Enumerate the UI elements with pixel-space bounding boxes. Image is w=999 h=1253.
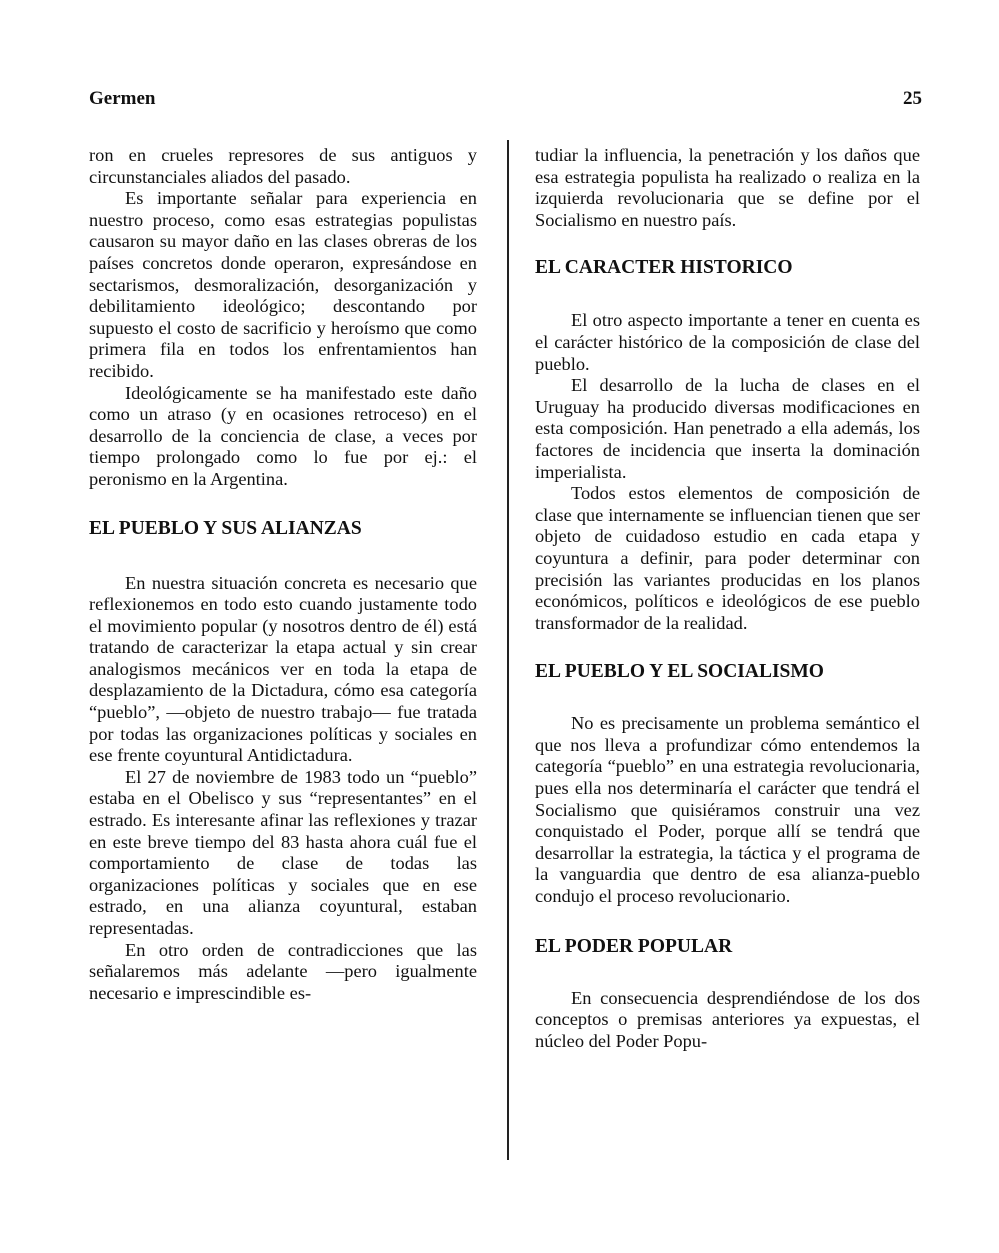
running-title: Germen <box>89 88 156 109</box>
running-header <box>89 88 922 110</box>
paragraph: El otro aspecto importante a tener en cuenta es el carácter histórico de la composición de clase del pueblo. <box>535 310 920 374</box>
paragraph: Es importante señalar para experiencia en nuestro proceso, como esas estrategias populistas causaron su mayor daño en las clases obreras de los países concretos donde operaron, expresándose en sectarismos, desmoralización, desorganización y debilitamiento ideológico; descontando por supuesto el costo de sacrificio y heroísmo que como primera fila en todos los enfrentamientos han recibido. <box>89 188 477 381</box>
paragraph: En consecuencia desprendiéndose de los dos conceptos o premisas anteriores ya expuestas, el núcleo del Poder Popu- <box>535 987 920 1051</box>
section-heading: EL PODER POPULAR <box>535 935 733 957</box>
paragraph: Ideológicamente se ha manifestado este daño como un atraso (y en ocasiones retroceso) en el desarrollo de la conciencia de clase, a veces por tiempo prolongado como lo fue por ej.: el peronismo en la Argentina. <box>89 382 477 489</box>
section-heading: EL PUEBLO Y EL SOCIALISMO <box>535 661 824 683</box>
paragraph: El desarrollo de la lucha de clases en el Uruguay ha producido diversas modificaciones en esta composición. Han penetrado a ella además, los factores de incidencia que inserta la dominación imperialista. <box>535 375 920 482</box>
section-heading: EL PUEBLO Y SUS ALIANZAS <box>89 517 362 539</box>
paragraph: Todos estos elementos de composición de clase que internamente se influencian tienen que ser objeto de cuidadoso estudio en cada etapa y coyuntura a definir, para poder determinar con precisión las variantes producidas en los planos económicos, políticos e ideológicos de ese pueblo transformador de la realidad. <box>535 483 920 633</box>
paragraph: En otro orden de contradicciones que las señalaremos más adelante —pero igualmente necesario e imprescindible es- <box>89 939 477 1003</box>
left-column <box>89 145 477 1004</box>
right-column <box>535 145 920 1052</box>
section-heading: EL CARACTER HISTORICO <box>535 257 793 279</box>
paragraph: ron en crueles represores de sus antiguos y circunstanciales aliados del pasado. <box>89 145 477 187</box>
paragraph: En nuestra situación concreta es necesario que reflexionemos en todo esto cuando justamente todo el movimiento popular (y nosotros dentro de él) está tratando de caracterizar la etapa actual y sin crear analogismos mecánicos ver en toda la etapa de desplazamiento de la Dictadura, cómo esa categoría “pueblo”, —objeto de nuestro trabajo— fue tratada por todas las organizaciones políticas y sociales en ese frente coyuntural Antidictadura. <box>89 572 477 766</box>
paragraph: El 27 de noviembre de 1983 todo un “pueblo” estaba en el Obelisco y sus “representantes” en el estrado. Es interesante afinar las reflexiones y trazar en este breve tiempo del 83 hasta ahora cuál fue el comportamiento de clase de todas las organizaciones políticas y sociales que en ese estrado, en una alianza coyuntural, estaban representadas. <box>89 766 477 938</box>
column-divider <box>507 140 509 1160</box>
paragraph: tudiar la influencia, la penetración y los daños que esa estrategia populista ha realizado o realiza en la izquierda revolucionaria que se define por el Socialismo en nuestro país. <box>535 145 920 230</box>
page-number: 25 <box>903 88 922 109</box>
paragraph: No es precisamente un problema semántico el que nos lleva a profundizar cómo entendemos la categoría “pueblo” en una estrategia revolucionaria, pues ella nos determinaría el carácter que tendrá el Socialismo que quisiéramos construir una vez conquistado el Poder, porque allí se tendrá que desarrollar la estrategia, la táctica y el programa de la vanguardia que dentro de esa alianza-pueblo condujo el proceso revolucionario. <box>535 713 920 907</box>
